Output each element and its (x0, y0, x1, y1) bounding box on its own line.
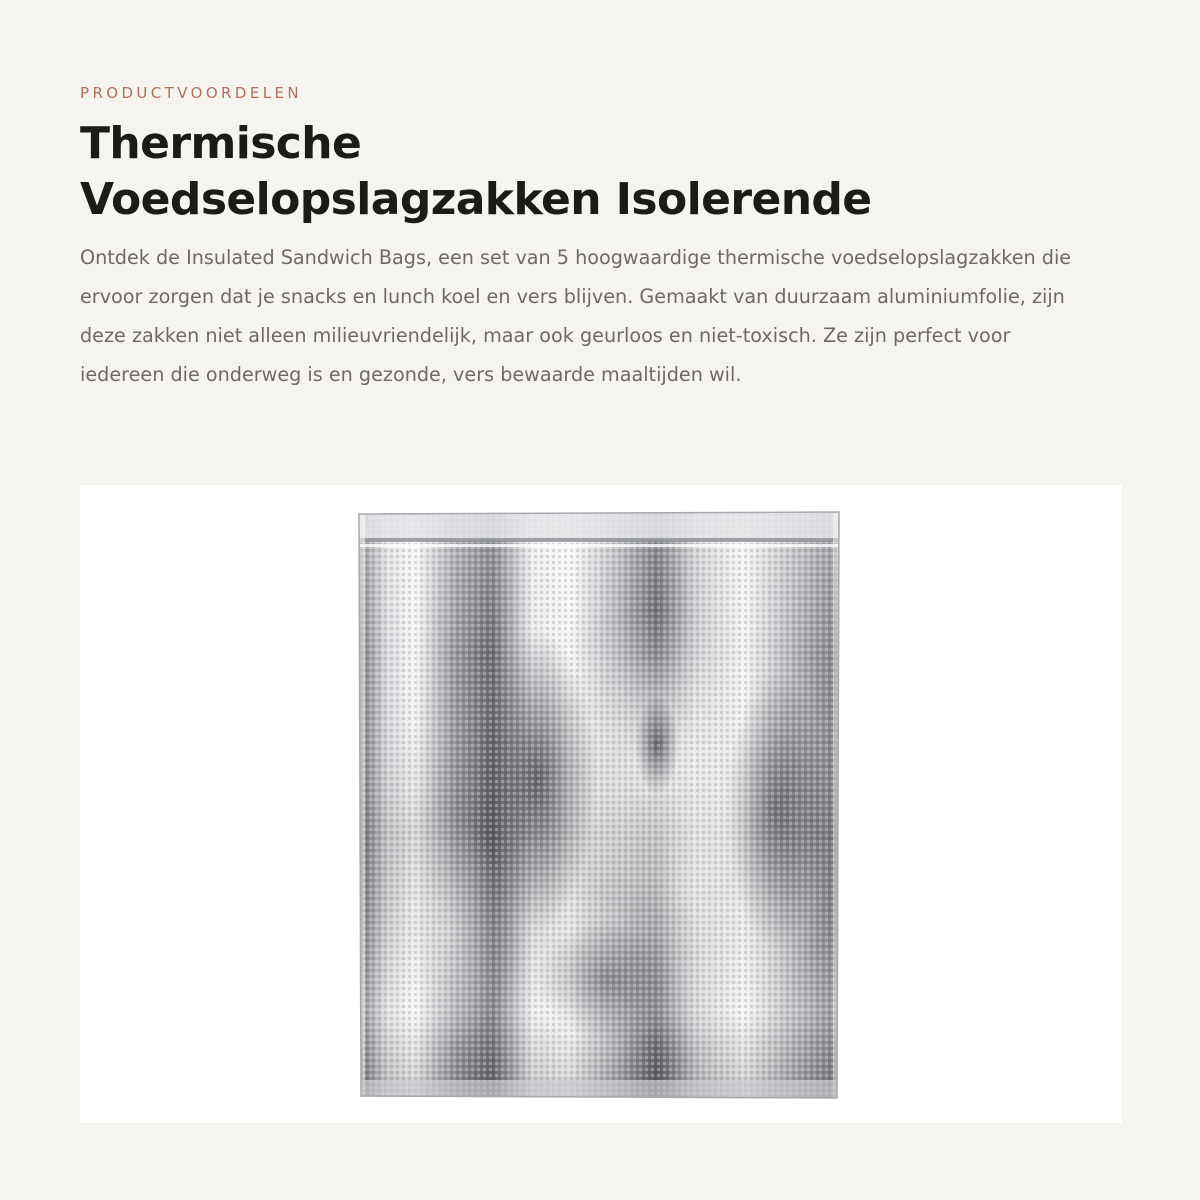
product-benefits-section (80, 80, 1122, 394)
product-image (357, 510, 841, 1100)
product-image-card (80, 485, 1122, 1123)
title-line-1: Thermische (80, 118, 362, 169)
foil-bag-illustration (357, 510, 841, 1100)
product-description: Ontdek de Insulated Sandwich Bags, een set van 5 hoogwaardige thermische voedselopslagzakken die ervoor zorgen dat je snacks en lunch koel en vers blijven. Gemaakt van duurzaam aluminiumfolie, zijn deze zakken niet alleen milieuvriendelijk, maar ook geurloos en niet-toxisch. Ze zijn perfect voor iedereen die onderweg is en gezonde, vers bewaarde maaltijden wil. (80, 246, 1072, 386)
page-title (80, 116, 1122, 228)
title-line-2: Voedselopslagzakken Isolerende (80, 174, 872, 225)
section-eyebrow: PRODUCTVOORDELEN (80, 84, 302, 102)
